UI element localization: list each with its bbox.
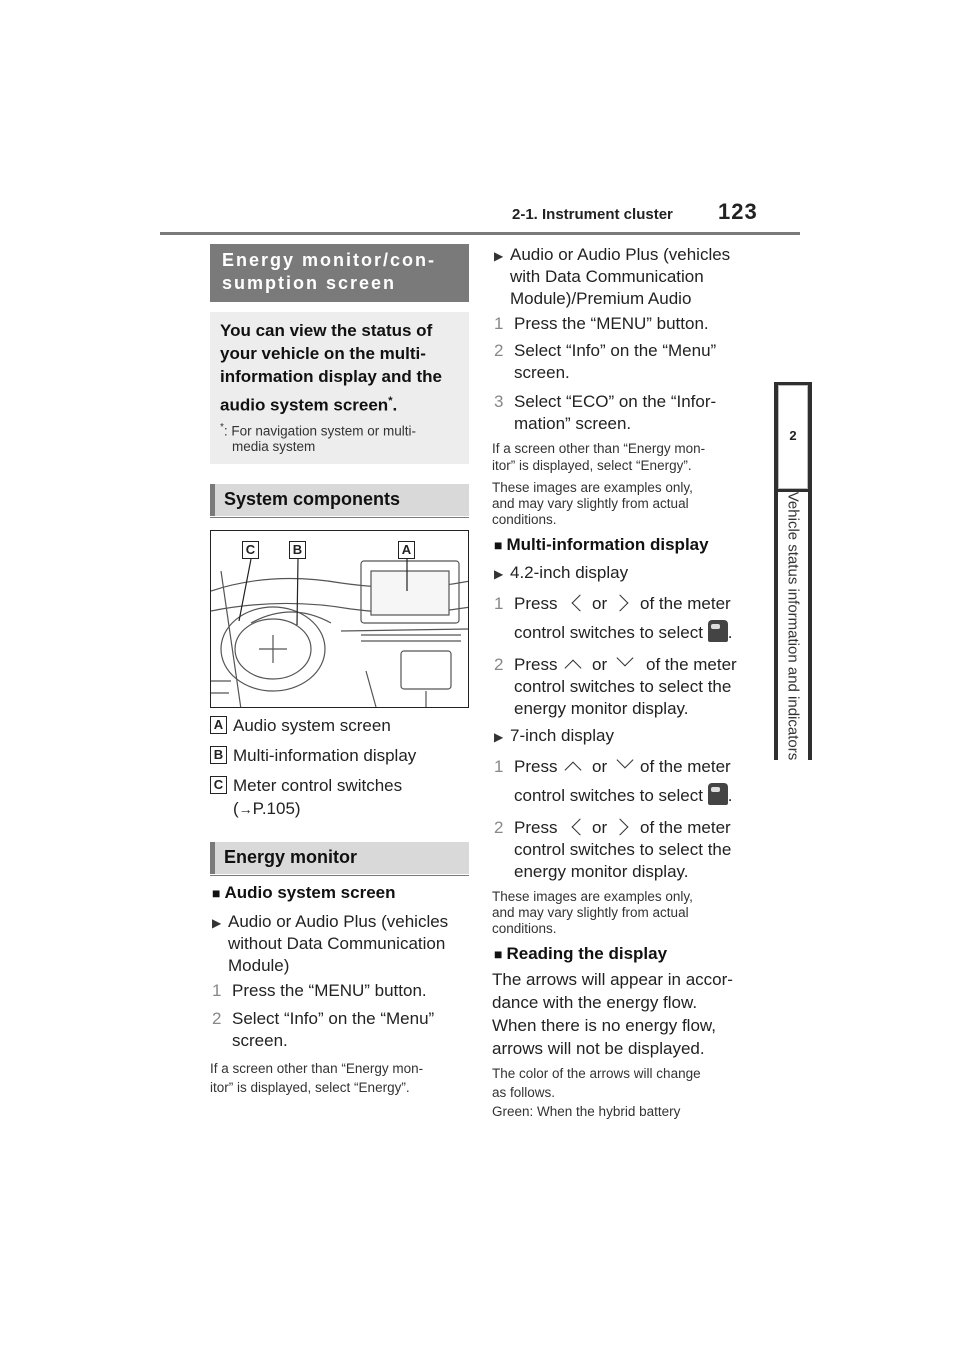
audio-with-note-line1: If a screen other than “Energy mon- [492, 441, 706, 456]
reading-subheading [494, 943, 667, 965]
display-7-label: 7-inch display [510, 726, 614, 745]
reading-p3: When there is no energy flow, [492, 1016, 716, 1035]
energy-car-icon [708, 783, 728, 805]
d7-step2-rest: of the meter [640, 818, 731, 837]
footnote-line2: media system [232, 439, 316, 454]
chevron-down-icon [619, 651, 631, 669]
ref-arrow-icon: → [238, 801, 253, 817]
d42-step2-line3: energy monitor display. [514, 699, 689, 718]
callout-b: B [289, 541, 306, 559]
intro-line3: information display and the [220, 367, 442, 386]
intro-line2: your vehicle on the multi- [220, 344, 426, 363]
square-bullet-icon: ■ [494, 537, 503, 553]
audio-with-note2-line2: and may vary slightly from actual [492, 496, 689, 511]
d7-step2-or: or [592, 818, 608, 837]
audio-with-line1: Audio or Audio Plus (vehicles [510, 245, 731, 264]
reading-p1: The arrows will appear in accor- [492, 970, 733, 989]
side-tab-title-box [778, 492, 808, 760]
reading-s3: Green: When the hybrid battery [492, 1104, 681, 1119]
triangle-bullet-icon: ▶ [494, 249, 504, 263]
energy-monitor-heading [210, 842, 469, 874]
component-b-text: Multi-information display [233, 746, 417, 765]
energy-car-icon [708, 620, 728, 642]
d7-step1-rest: of the meter [640, 757, 731, 776]
intro-line4 [220, 390, 397, 417]
component-a-text: Audio system screen [233, 716, 391, 735]
d7-step1-period: . [727, 786, 733, 805]
multi-info-subheading-text: Multi-information display [506, 535, 709, 554]
step-number: 1 [494, 594, 504, 613]
ref-open: ( [233, 799, 239, 818]
step-text: Press the “MENU” button. [514, 314, 709, 333]
audio-with-line3: Module)/Premium Audio [510, 289, 692, 308]
reading-subheading-text: Reading the display [506, 944, 668, 963]
d42-step2-rest: of the meter [646, 655, 737, 674]
multi-info-subheading [494, 534, 709, 556]
reading-s1: The color of the arrows will change [492, 1066, 701, 1081]
chevron-up-icon [567, 763, 579, 781]
step-text: Select “ECO” on the “Infor- [514, 392, 717, 411]
ref-close: ) [294, 799, 301, 818]
mid-note-line3: conditions. [492, 921, 557, 936]
step-text: Select “Info” on the “Menu” [514, 341, 717, 360]
intro-line4-text: audio system screen [220, 395, 389, 415]
audio-with-line2: with Data Communication [510, 267, 704, 286]
intro-asterisk: * [388, 395, 393, 407]
d7-step1-select: control switches to select [514, 786, 703, 805]
d42-step1-or: or [592, 594, 608, 613]
callout-c: C [242, 541, 259, 559]
components-heading-rule [210, 517, 469, 518]
d42-step2-press: Press [514, 655, 558, 674]
audio-system-subheading-text: Audio system screen [224, 883, 396, 902]
audio-without-note-line2: itor” is displayed, select “Energy”. [210, 1080, 410, 1095]
ref-page: P.105 [252, 799, 295, 818]
energy-monitor-heading-text: Energy monitor [224, 847, 358, 867]
square-bullet-icon: ■ [212, 885, 221, 901]
audio-without-line1: Audio or Audio Plus (vehicles [228, 912, 449, 931]
callout-a: A [398, 541, 415, 559]
footnote-asterisk: * [220, 422, 224, 433]
display-42-label: 4.2-inch display [510, 563, 629, 582]
side-tab-number: 2 [789, 428, 797, 443]
audio-system-subheading [212, 882, 395, 904]
reading-p2: dance with the energy flow. [492, 993, 698, 1012]
triangle-bullet-icon: ▶ [494, 567, 504, 581]
d42-step1-select: control switches to select [514, 623, 703, 642]
intro-period: . [392, 395, 398, 415]
label-c: C [210, 776, 227, 794]
footnote-line1 [220, 420, 416, 440]
step-text: Press the “MENU” button. [232, 981, 427, 1000]
page-number: 123 [718, 199, 758, 224]
audio-with-note2-line1: These images are examples only, [492, 480, 693, 495]
components-heading-text: System components [224, 489, 401, 509]
footnote-text: : For navigation system or multi- [223, 423, 416, 439]
d7-step1-line2 [514, 783, 732, 807]
d42-step2-line2: control switches to select the [514, 677, 732, 696]
chevron-right-icon [614, 596, 626, 614]
intro-line1: You can view the status of [220, 321, 433, 340]
d42-step1-period: . [727, 623, 733, 642]
step-number: 1 [494, 314, 504, 333]
step-number: 2 [494, 341, 504, 360]
step-text-cont: screen. [514, 363, 570, 382]
reading-s2: as follows. [492, 1085, 556, 1100]
audio-without-line3: Module) [228, 956, 290, 975]
energy-screen-heading-line2: sumption screen [222, 273, 397, 293]
audio-without-line2: without Data Communication [228, 934, 446, 953]
d42-step1-press: Press [514, 594, 558, 613]
reading-p4: arrows will not be displayed. [492, 1039, 705, 1058]
section-title: 2-1. Instrument cluster [512, 206, 673, 223]
step-number: 1 [494, 757, 504, 776]
energy-screen-heading-line1: Energy monitor/con- [222, 250, 437, 270]
energy-monitor-heading-rule [210, 875, 469, 876]
side-tab-title: Vehicle status information and indicators [784, 491, 802, 761]
audio-with-note-line2: itor” is displayed, select “Energy”. [492, 458, 692, 473]
label-a: A [210, 716, 227, 734]
step-text-cont: mation” screen. [514, 414, 632, 433]
d42-step1-line2 [514, 620, 732, 644]
step-text-cont: screen. [232, 1031, 288, 1050]
triangle-bullet-icon: ▶ [212, 916, 222, 930]
audio-with-note2-line3: conditions. [492, 512, 557, 527]
chevron-down-icon [619, 753, 631, 771]
header-rule [160, 232, 800, 235]
chevron-left-icon [574, 596, 586, 614]
chevron-right-icon [614, 820, 626, 838]
d42-step1-rest: of the meter [640, 594, 731, 613]
chevron-left-icon [574, 820, 586, 838]
d7-step2-line2: control switches to select the [514, 840, 732, 859]
step-text: Select “Info” on the “Menu” [232, 1009, 435, 1028]
triangle-bullet-icon: ▶ [494, 730, 504, 744]
mid-note-line1: These images are examples only, [492, 889, 693, 904]
component-c-text: Meter control switches [233, 776, 403, 795]
audio-without-note-line1: If a screen other than “Energy mon- [210, 1061, 424, 1076]
step-number: 2 [494, 655, 504, 674]
energy-screen-heading [210, 244, 469, 302]
d7-step1-or: or [592, 757, 608, 776]
square-bullet-icon: ■ [494, 946, 503, 962]
mid-note-line2: and may vary slightly from actual [492, 905, 689, 920]
step-number: 1 [212, 981, 222, 1000]
d7-step2-line3: energy monitor display. [514, 862, 689, 881]
d7-step1-press: Press [514, 757, 558, 776]
components-heading [210, 484, 469, 516]
d42-step2-or: or [592, 655, 608, 674]
dashboard-illustration [210, 530, 469, 708]
d7-step2-press: Press [514, 818, 558, 837]
label-b: B [210, 746, 227, 764]
component-c-ref[interactable] [233, 798, 301, 820]
step-number: 2 [212, 1009, 222, 1028]
step-number: 2 [494, 818, 504, 837]
step-number: 3 [494, 392, 504, 411]
